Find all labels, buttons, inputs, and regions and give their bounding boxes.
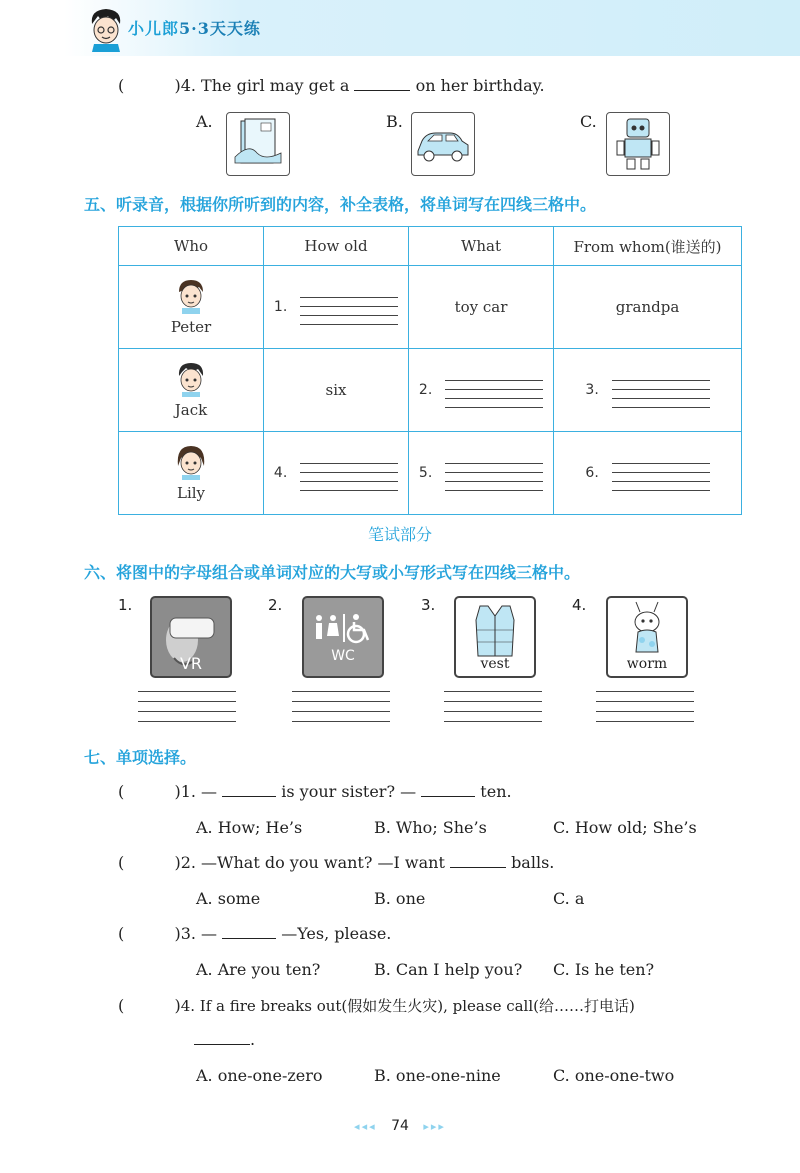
question-stem: —Yes, please.	[281, 924, 392, 943]
answer-paren-close: )	[174, 996, 181, 1015]
option-letter: B.	[386, 112, 403, 131]
col-who: Who	[119, 227, 264, 266]
restroom-sign-icon	[304, 598, 382, 676]
question-2	[118, 853, 554, 872]
answer-blank[interactable]	[222, 796, 276, 797]
question-stem: is your sister? —	[281, 782, 417, 801]
option-letter: C.	[580, 112, 597, 131]
worm-picture	[606, 596, 688, 678]
four-line-grid[interactable]	[300, 289, 398, 325]
table-row	[119, 432, 742, 515]
col-from-whom: From whom(谁送的)	[554, 227, 742, 266]
cell-what[interactable]	[409, 432, 554, 515]
mascot-icon	[86, 6, 126, 52]
blank-number: 3.	[585, 382, 599, 398]
option-b-image[interactable]	[411, 112, 475, 176]
header-brand	[128, 16, 261, 39]
question-stem: 1. —	[180, 782, 218, 801]
blank-number: 5.	[418, 465, 433, 481]
cell-from[interactable]	[554, 349, 742, 432]
book-icon	[227, 113, 289, 175]
question-stem: 4. The girl may get a	[180, 76, 350, 95]
blank-number: 4.	[273, 465, 288, 481]
student-name: Lily	[176, 484, 206, 502]
question-4	[118, 995, 758, 1016]
answer-blank[interactable]	[421, 796, 475, 797]
answer-blank[interactable]	[222, 938, 276, 939]
cell-how-old[interactable]	[264, 266, 409, 349]
answer-blank[interactable]	[450, 867, 506, 868]
option-c[interactable]: C. Is he ten?	[553, 960, 655, 979]
option-a-image[interactable]	[226, 112, 290, 176]
option-c[interactable]: C. a	[553, 889, 585, 908]
student-name: Jack	[174, 401, 208, 419]
four-line-grid[interactable]	[612, 455, 710, 491]
option-a[interactable]: A. some	[196, 889, 261, 908]
wc-picture	[302, 596, 384, 678]
item-number: 3.	[421, 596, 436, 614]
four-line-grid[interactable]	[444, 682, 542, 722]
question-stem: 4. If a fire breaks out(假如发生火灾), please call(给……打电话)	[180, 997, 635, 1015]
answer-paren-close: )	[174, 782, 181, 801]
item-number: 1.	[118, 596, 133, 614]
cell-how-old: six	[264, 349, 409, 432]
brand-series: 5·3天天练	[179, 19, 261, 38]
brand-name: 小儿郎	[128, 19, 180, 38]
option-b[interactable]: B. Can I help you?	[374, 960, 523, 979]
option-b[interactable]: B. Who; She’s	[374, 818, 487, 837]
answer-blank[interactable]	[194, 1044, 250, 1045]
col-what: What	[409, 227, 554, 266]
question-stem: ten.	[480, 782, 512, 801]
answer-paren-open: (	[118, 924, 125, 943]
cell-who	[119, 349, 264, 432]
answer-paren-open: (	[118, 76, 125, 95]
item-number: 4.	[572, 596, 587, 614]
cell-what: toy car	[409, 266, 554, 349]
robot-icon	[607, 113, 669, 175]
cell-who	[119, 266, 264, 349]
option-a[interactable]: A. one-one-zero	[196, 1066, 323, 1085]
page-number: 74	[391, 1118, 409, 1134]
answer-paren-open: (	[118, 782, 125, 801]
four-line-grid[interactable]	[612, 372, 710, 408]
answer-paren-open: (	[118, 996, 125, 1015]
option-c-image[interactable]	[606, 112, 670, 176]
question-stem: 3. —	[180, 924, 218, 943]
cell-from[interactable]	[554, 432, 742, 515]
four-line-grid[interactable]	[300, 455, 398, 491]
girl-avatar-icon	[174, 444, 208, 480]
vr-picture	[150, 596, 232, 678]
vest-label: vest	[480, 656, 510, 672]
answer-blank[interactable]	[354, 90, 410, 91]
four-line-grid[interactable]	[138, 682, 236, 722]
listening-table	[118, 226, 742, 515]
four-line-grid[interactable]	[445, 455, 543, 491]
answer-paren-close: )	[174, 76, 181, 95]
item-number: 2.	[268, 596, 283, 614]
question-3	[118, 924, 391, 943]
toy-car-icon	[412, 113, 474, 175]
cell-from: grandpa	[554, 266, 742, 349]
question-stem: .	[250, 1030, 256, 1049]
option-b[interactable]: B. one-one-nine	[374, 1066, 501, 1085]
table-row	[119, 266, 742, 349]
student-name: Peter	[170, 318, 212, 336]
table-header-row	[119, 227, 742, 266]
vr-label: VR	[179, 654, 203, 673]
four-line-grid[interactable]	[596, 682, 694, 722]
vest-picture	[454, 596, 536, 678]
worm-label: worm	[626, 656, 668, 672]
option-b[interactable]: B. one	[374, 889, 426, 908]
blank-number: 2.	[418, 382, 433, 398]
cell-what[interactable]	[409, 349, 554, 432]
blank-number: 6.	[585, 465, 599, 481]
table-row	[119, 349, 742, 432]
written-part-title: 笔试部分	[367, 525, 432, 544]
question-stem: balls.	[511, 853, 555, 872]
wc-label: WC	[331, 648, 355, 664]
option-c[interactable]: C. How old; She’s	[553, 818, 697, 837]
section-7-title: 七、单项选择。	[84, 748, 197, 767]
right-arrows-icon: ▸▸▸	[423, 1120, 446, 1133]
boy-avatar-icon	[174, 278, 208, 314]
question-4-cont	[194, 1030, 255, 1049]
prev-question	[118, 76, 545, 95]
option-letter: A.	[196, 112, 213, 131]
four-line-grid[interactable]	[445, 372, 543, 408]
option-a[interactable]: A. Are you ten?	[196, 960, 321, 979]
answer-paren-close: )	[174, 853, 181, 872]
section-6-title: 六、将图中的字母组合或单词对应的大写或小写形式写在四线三格中。	[84, 563, 581, 582]
option-c[interactable]: C. one-one-two	[553, 1066, 675, 1085]
left-arrows-icon: ◂◂◂	[354, 1120, 377, 1133]
section-5-title: 五、听录音，根据你所听到的内容，补全表格，将单词写在四线三格中。	[84, 195, 597, 214]
option-a[interactable]: A. How; He’s	[196, 818, 303, 837]
cell-who	[119, 432, 264, 515]
question-stem-end: on her birthday.	[415, 76, 545, 95]
cell-how-old[interactable]	[264, 432, 409, 515]
col-how-old: How old	[264, 227, 409, 266]
question-1	[118, 782, 512, 801]
page-footer	[0, 1118, 800, 1134]
answer-paren-open: (	[118, 853, 125, 872]
answer-paren-close: )	[174, 924, 181, 943]
four-line-grid[interactable]	[292, 682, 390, 722]
blank-number: 1.	[273, 299, 288, 315]
question-stem: 2. —What do you want? —I want	[180, 853, 445, 872]
boy-avatar-icon	[174, 361, 208, 397]
